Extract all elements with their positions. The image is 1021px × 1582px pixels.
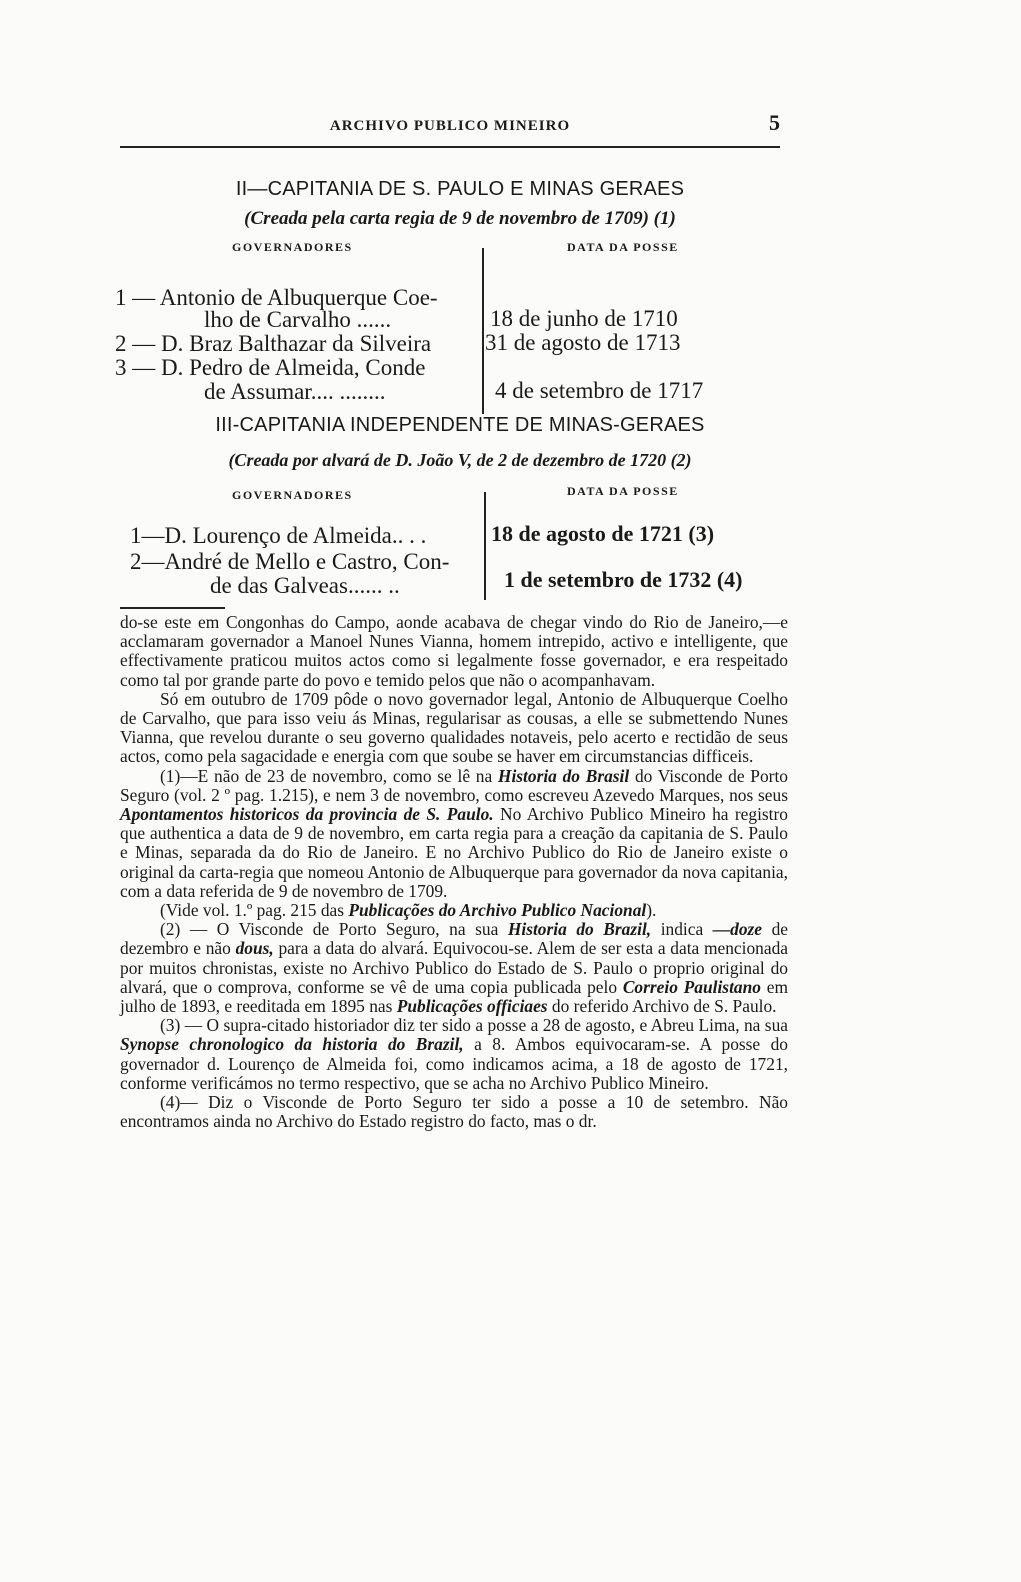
- column-header-governors: GOVERNADORES: [232, 240, 353, 254]
- column-divider: [482, 248, 484, 414]
- governor-row-1-cont: lho de Carvalho ......: [204, 307, 392, 332]
- footnote-3: (3) — O supra-citado historiador diz ter sido a posse a 28 de agosto, e Abreu Lima, na sua Synopse chronologico da historia do Brazil, a 8. Ambos equivocaram-se. A posse do governador d. Lourenço de Almeida foi, como indicamos acima, a 18 de agosto de 1721, conforme verificámos no termo respectivo, que se acha no Archivo Publico Mineiro.: [120, 1015, 788, 1093]
- footnotes: [120, 613, 788, 1131]
- posse-date-3: 4 de setembro de 1717: [495, 378, 704, 403]
- governor-row-5-cont: de das Galveas...... ..: [210, 573, 400, 598]
- governor-row-1: 1 — Antonio de Albuquerque Coe-: [115, 285, 438, 310]
- running-header: [120, 110, 780, 148]
- note-continuation: do-se este em Congonhas do Campo, aonde acabava de chegar vindo do Rio de Janeiro,—e acclamaram governador a Manoel Nunes Vianna, homem intrepido, activo e intelligente, que effectivamente praticou muitos actos como si legalmente fosse governador, e era respeitado como tal por grande parte do povo e temido pelos que não o acompanhavam.: [120, 612, 788, 690]
- section-title-capitania-sp-minas: II—CAPITANIA DE S. PAULO E MINAS GERAES: [235, 178, 685, 200]
- page-number: 5: [769, 110, 780, 135]
- column-header-date: DATA DA POSSE: [567, 240, 679, 254]
- section-subtitle-alvara: (Creada por alvará de D. João V, de 2 de dezembro de 1720 (2): [228, 450, 692, 470]
- note-paragraph-2: Só em outubro de 1709 pôde o novo governador legal, Antonio de Albuquerque Coelho de Carvalho, que para isso veiu ás Minas, regularisar as cousas, a elle se submettendo Nunes Vianna, que revelou durante o seu governo qualidades notaveis, pelo acerto e rectidão de seus actos, como pela sagacidade e energia com que soube se haver em circumstancias difficeis.: [120, 688, 788, 767]
- footnote-4: (4)— Diz o Visconde de Porto Seguro ter sido a posse a 10 de setembro. Não encontramos ainda no Archivo do Estado registro do facto, mas o dr.: [120, 1092, 788, 1132]
- posse-date-4: 18 de agosto de 1721 (3): [491, 521, 715, 546]
- section-subtitle-carta-regia: (Creada pela carta regia de 9 de novembro de 1709) (1): [244, 208, 676, 229]
- governor-row-3: 3 — D. Pedro de Almeida, Conde: [115, 355, 426, 380]
- posse-date-5: 1 de setembro de 1732 (4): [504, 567, 743, 592]
- governor-row-3-cont: de Assumar.... ........: [204, 379, 386, 404]
- governor-row-4: 1—D. Lourenço de Almeida.. . .: [130, 523, 427, 548]
- column-header-date-2: DATA DA POSSE: [567, 484, 679, 498]
- footnote-2: (2) — O Visconde de Porto Seguro, na sua Historia do Brazil, indica —doze de dezembro e não dous, para a data do alvará. Equivocou-se. Alem de ser esta a data mencionada por muitos chronistas, existe no Archivo Publico do Estado de S. Paulo o proprio original do alvará, que o comprova, conforme se vê de uma copia publicada pelo Correio Paulistano em julho de 1893, e reeditada em 1895 nas Publicações officiaes do referido Archivo de S. Paulo.: [120, 919, 789, 1017]
- governor-row-5: 2—André de Mello e Castro, Con-: [130, 549, 450, 574]
- running-title: ARCHIVO PUBLICO MINEIRO: [329, 118, 571, 134]
- column-header-governors-2: GOVERNADORES: [232, 488, 353, 502]
- column-divider-2: [484, 492, 486, 600]
- governor-row-2: 2 — D. Braz Balthazar da Silveira: [115, 331, 432, 356]
- footnote-1-vide: (Vide vol. 1.º pag. 215 das Publicações do Archivo Publico Nacional).: [160, 900, 657, 921]
- posse-date-1: 18 de junho de 1710: [490, 306, 678, 331]
- footnote-rule: [120, 607, 225, 609]
- section-title-capitania-minas: III-CAPITANIA INDEPENDENTE DE MINAS-GERAES: [215, 414, 705, 436]
- posse-date-2: 31 de agosto de 1713: [485, 330, 681, 355]
- footnote-1: (1)—E não de 23 de novembro, como se lê na Historia do Brasil do Visconde de Porto Seguro (vol. 2 º pag. 1.215), e nem 3 de novembro, como escreveu Azevedo Marques, nos seus Apontamentos historicos da provincia de S. Paulo. No Archivo Publico Mineiro ha registro que authentica a data de 9 de novembro, em carta regia para a creação da capitania de S. Paulo e Minas, separada da do Rio de Janeiro. E no Archivo Publico do Rio de Janeiro existe o original da carta-regia que nomeou Antonio de Albuquerque para governador da nova capitania, com a data referida de 9 de novembro de 1709.: [120, 765, 788, 901]
